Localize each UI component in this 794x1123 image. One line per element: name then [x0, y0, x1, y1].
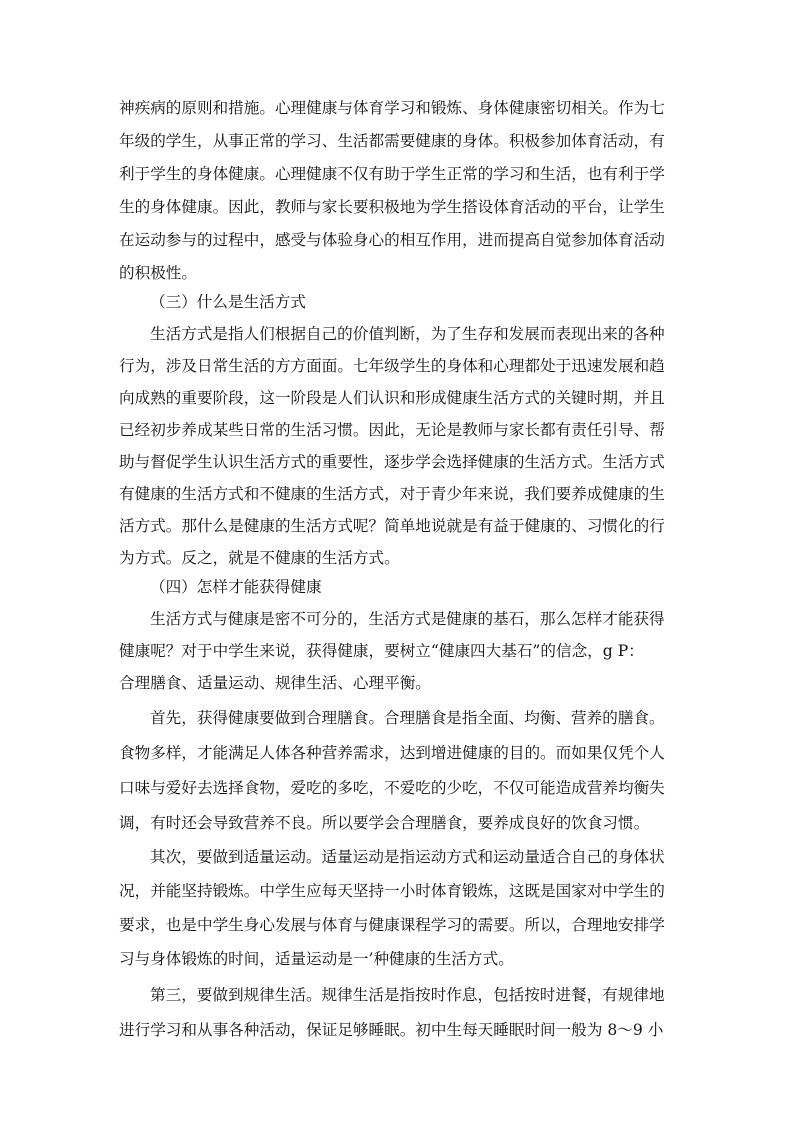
- body-text-line: 进行学习和从事各种活动，保证足够睡眠。初中生每天睡眠时间一般为 8～9 小: [119, 1021, 664, 1039]
- body-text-line: 有健康的生活方式和不健康的生活方式，对于青少年来说，我们要养成健康的生: [119, 485, 665, 503]
- body-text-line: 第三，要做到规律生活。规律生活是指按时作息，包括按时进餐，有规律地: [150, 986, 665, 1004]
- body-text-line: 调，有时还会导致营养不良。所以要学会合理膳食，要养成良好的饮食习惯。: [119, 814, 650, 832]
- body-text-line: 为方式。反之，就是不健康的生活方式。: [119, 549, 400, 567]
- body-text-line: 的积极性。: [119, 264, 197, 282]
- body-text-line: 要求，也是中学生身心发展与体育与健康课程学习的需要。所以，合理地安排学: [119, 916, 665, 934]
- body-text-line: 其次，要做到适量运动。适量运动是指运动方式和运动量适合自己的身体状: [150, 848, 665, 866]
- section-heading-3: （三）什么是生活方式: [150, 293, 306, 311]
- body-text-line: 生活方式与健康是密不可分的，生活方式是健康的基石，那么怎样才能获得: [150, 610, 665, 628]
- body-text-line: 首先，获得健康要做到合理膳食。合理膳食是指全面、均衡、营养的膳食。: [150, 709, 665, 727]
- body-text-line: 已经初步养成某些日常的生活习惯。因此，无论是教师与家长都有责任引导、帮: [119, 421, 665, 439]
- body-text-line: 习与身体锻炼的时间，适量运动是一’种健康的生活方式。: [119, 950, 514, 968]
- body-text-line: 合理膳食、适量运动、规律生活、心理平衡。: [119, 674, 431, 692]
- body-text-line: 食物多样，才能满足人体各种营养需求，达到增进健康的目的。而如果仅凭个人: [119, 744, 665, 762]
- body-text-line: 在运动参与的过程中，感受与体验身心的相互作用，进而提高自觉参加体育活动: [119, 231, 665, 249]
- body-text-line: 健康呢？对于中学生来说，获得健康，要树立“健康四大基石”的信念，g P：: [119, 642, 644, 660]
- body-text-line: 神疾病的原则和措施。心理健康与体育学习和锻炼、身体健康密切相关。作为七: [119, 99, 665, 117]
- body-text-line: 生活方式是指人们根据自己的价值判断，为了生存和发展而表现出来的各种: [150, 325, 665, 343]
- body-text-line: 利于学生的身体健康。心理健康不仅有助于学生正常的学习和生活，也有利于学: [119, 165, 665, 183]
- body-text-line: 生的身体健康。因此，教师与家长要积极地为学生搭设体育活动的平台，让学生: [119, 198, 665, 216]
- body-text-line: 口味与爱好去选择食物，爱吃的多吃，不爱吃的少吃，不仅可能造成营养均衡失: [119, 779, 665, 797]
- body-text-line: 助与督促学生认识生活方式的重要性，逐步学会选择健康的生活方式。生活方式: [119, 453, 665, 471]
- body-text-line: 活方式。那什么是健康的生活方式呢？简单地说就是有益于健康的、习惯化的行: [119, 517, 665, 535]
- body-text-line: 向成熟的重要阶段，这一阶段是人们认识和形成健康生活方式的关键时期，并且: [119, 389, 665, 407]
- body-text-line: 年级的学生，从事正常的学习、生活都需要健康的身体。积极参加体育活动，有: [119, 132, 665, 150]
- body-text-line: 行为，涉及日常生活的方方面面。七年级学生的身体和心理都处于迅速发展和趋: [119, 357, 665, 375]
- section-heading-4: （四）怎样才能获得健康: [150, 578, 322, 596]
- body-text-line: 况，并能坚持锻炼。中学生应每天坚持一小时体育锻炼，这既是国家对中学生的: [119, 882, 665, 900]
